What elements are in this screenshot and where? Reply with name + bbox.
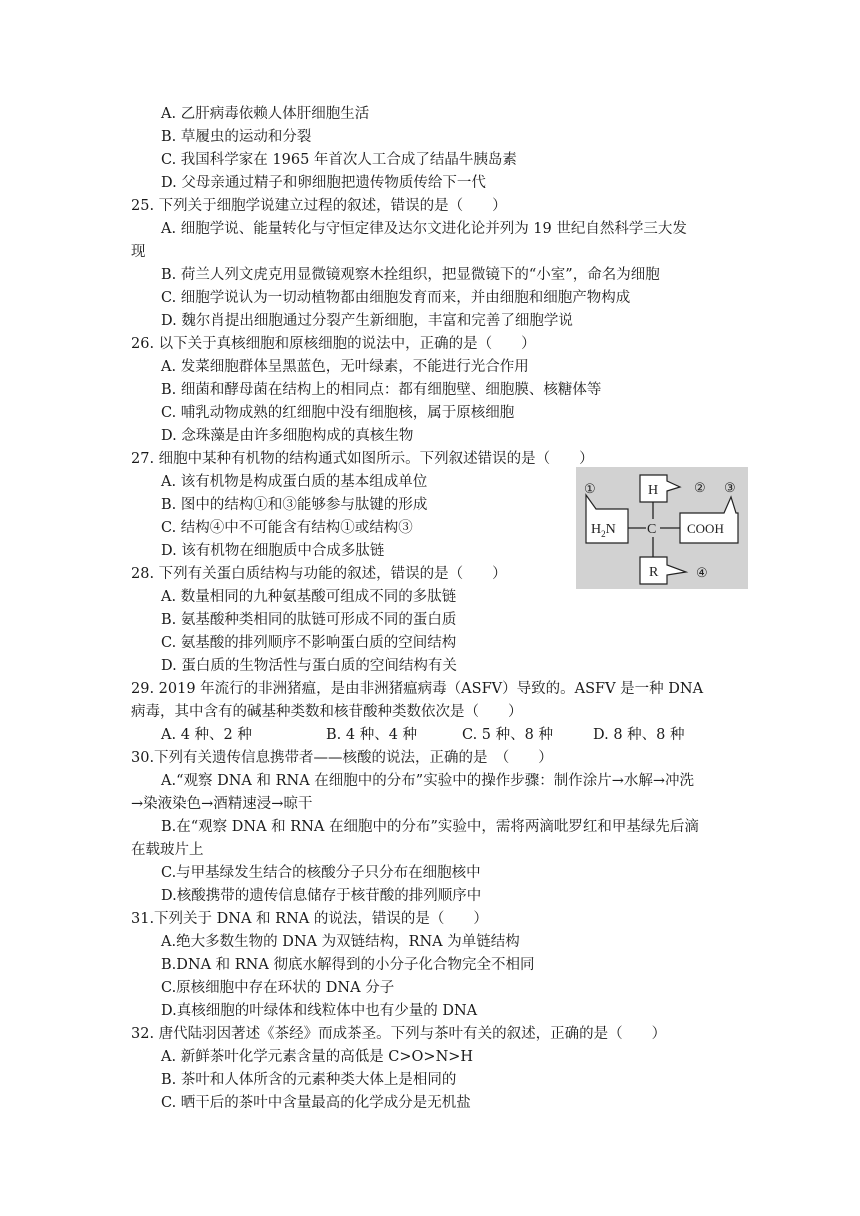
q26-option-b: B. 细菌和酵母菌在结构上的相同点：都有细胞壁、细胞膜、核糖体等 (161, 382, 602, 398)
q27-stem: 27. 细胞中某种有机物的结构通式如图所示。下列叙述错误的是（ ） (131, 451, 594, 467)
q29-option-c: C. 5 种、8 种 (462, 727, 553, 743)
q30-stem: 30.下列有关遗传信息携带者——核酸的说法，正确的是 （ ） (131, 750, 553, 766)
q27-option-d: D. 该有机物在细胞质中合成多肽链 (161, 543, 385, 559)
q32-option-b: B. 茶叶和人体所含的元素种类大体上是相同的 (161, 1072, 457, 1088)
amino-acid-structure-diagram (576, 467, 748, 589)
r-label: R (649, 565, 659, 580)
q28-stem: 28. 下列有关蛋白质结构与功能的叙述，错误的是（ ） (131, 566, 507, 582)
q30-option-c: C.与甲基绿发生结合的核酸分子只分布在细胞核中 (161, 865, 481, 881)
q30-option-a: A.“观察 DNA 和 RNA 在细胞中的分布”实验中的操作步骤：制作涂片→水解→冲洗 (161, 773, 694, 789)
q27-option-b: B. 图中的结构①和③能够参与肽键的形成 (161, 497, 428, 513)
q32-option-c: C. 晒干后的茶叶中含量最高的化学成分是无机盐 (161, 1095, 471, 1111)
q31-stem: 31.下列关于 DNA 和 RNA 的说法，错误的是（ ） (131, 911, 488, 927)
label-3: ③ (724, 480, 736, 495)
q25-stem: 25. 下列关于细胞学说建立过程的叙述，错误的是（ ） (131, 198, 507, 214)
h-label: H (648, 483, 659, 498)
q25-option-b: B. 荷兰人列文虎克用显微镜观察木拴组织，把显微镜下的“小室”，命名为细胞 (161, 267, 660, 283)
q25-option-c: C. 细胞学说认为一切动植物都由细胞发育而来，并由细胞和细胞产物构成 (161, 290, 631, 306)
q24-option-a: A. 乙肝病毒依赖人体肝细胞生活 (161, 106, 370, 122)
q31-option-d: D.真核细胞的叶绿体和线粒体中也有少量的 DNA (161, 1003, 478, 1019)
q27-option-c: C. 结构④中不可能含有结构①或结构③ (161, 520, 413, 536)
label-1: ① (584, 481, 596, 496)
q29-option-a: A. 4 种、2 种 (161, 727, 252, 743)
label-2: ② (694, 480, 706, 495)
q28-option-b: B. 氨基酸种类相同的肽链可形成不同的蛋白质 (161, 612, 457, 628)
cooh-label: COOH (687, 521, 724, 536)
q25-option-a: A. 细胞学说、能量转化与守恒定律及达尔文进化论并列为 19 世纪自然科学三大发 (161, 221, 687, 237)
q32-stem: 32. 唐代陆羽因著述《茶经》而成茶圣。下列与茶叶有关的叙述，正确的是（ ） (131, 1026, 667, 1042)
q25-option-a-cont: 现 (131, 244, 146, 260)
q28-option-a: A. 数量相同的九种氨基酸可组成不同的多肽链 (161, 589, 457, 605)
q29-stem-line1: 29. 2019 年流行的非洲猪瘟，是由非洲猪瘟病毒（ASFV）导致的。ASFV 是一种 DNA (131, 681, 704, 697)
q26-option-a: A. 发菜细胞群体呈黑蓝色，无叶绿素，不能进行光合作用 (161, 359, 529, 375)
q29-options-row (161, 725, 685, 745)
q32-option-a: A. 新鲜茶叶化学元素含量的高低是 C>O>N>H (161, 1049, 474, 1065)
q27-option-a: A. 该有机物是构成蛋白质的基本组成单位 (161, 474, 428, 490)
q28-option-c: C. 氨基酸的排列顺序不影响蛋白质的空间结构 (161, 635, 457, 651)
q24-option-c: C. 我国科学家在 1965 年首次人工合成了结晶牛胰岛素 (161, 152, 517, 168)
q28-option-d: D. 蛋白质的生物活性与蛋白质的空间结构有关 (161, 658, 457, 674)
q24-option-b: B. 草履虫的运动和分裂 (161, 129, 312, 145)
q26-option-c: C. 哺乳动物成熟的红细胞中没有细胞核，属于原核细胞 (161, 405, 515, 421)
q30-option-d: D.核酸携带的遗传信息储存于核苷酸的排列顺序中 (161, 888, 482, 904)
q24-option-d: D. 父母亲通过精子和卵细胞把遗传物质传给下一代 (161, 175, 486, 191)
q29-stem-line2: 病毒，其中含有的碱基种类数和核苷酸种类数依次是（ ） (131, 704, 523, 720)
q25-option-d: D. 魏尔肖提出细胞通过分裂产生新细胞，丰富和完善了细胞学说 (161, 313, 573, 329)
c-label: C (647, 522, 657, 537)
q31-option-b: B.DNA 和 RNA 彻底水解得到的小分子化合物完全不相同 (161, 957, 535, 973)
q31-option-c: C.原核细胞中存在环状的 DNA 分子 (161, 980, 395, 996)
q26-stem: 26. 以下关于真核细胞和原核细胞的说法中，正确的是（ ） (131, 336, 536, 352)
q30-option-a-cont: →染液染色→酒精速浸→晾干 (131, 796, 313, 812)
q29-option-d: D. 8 种、8 种 (593, 727, 685, 743)
q31-option-a: A.绝大多数生物的 DNA 为双链结构，RNA 为单链结构 (161, 934, 520, 950)
label-4: ④ (696, 565, 708, 580)
nh2-label: $H_2N$ (591, 522, 616, 539)
q26-option-d: D. 念珠藻是由许多细胞构成的真核生物 (161, 428, 414, 444)
q30-option-b-cont: 在载玻片上 (131, 842, 204, 858)
q30-option-b: B.在“观察 DNA 和 RNA 在细胞中的分布”实验中，需将两滴吡罗红和甲基绿先后滴 (161, 819, 699, 835)
q29-option-b: B. 4 种、4 种 (326, 727, 418, 743)
